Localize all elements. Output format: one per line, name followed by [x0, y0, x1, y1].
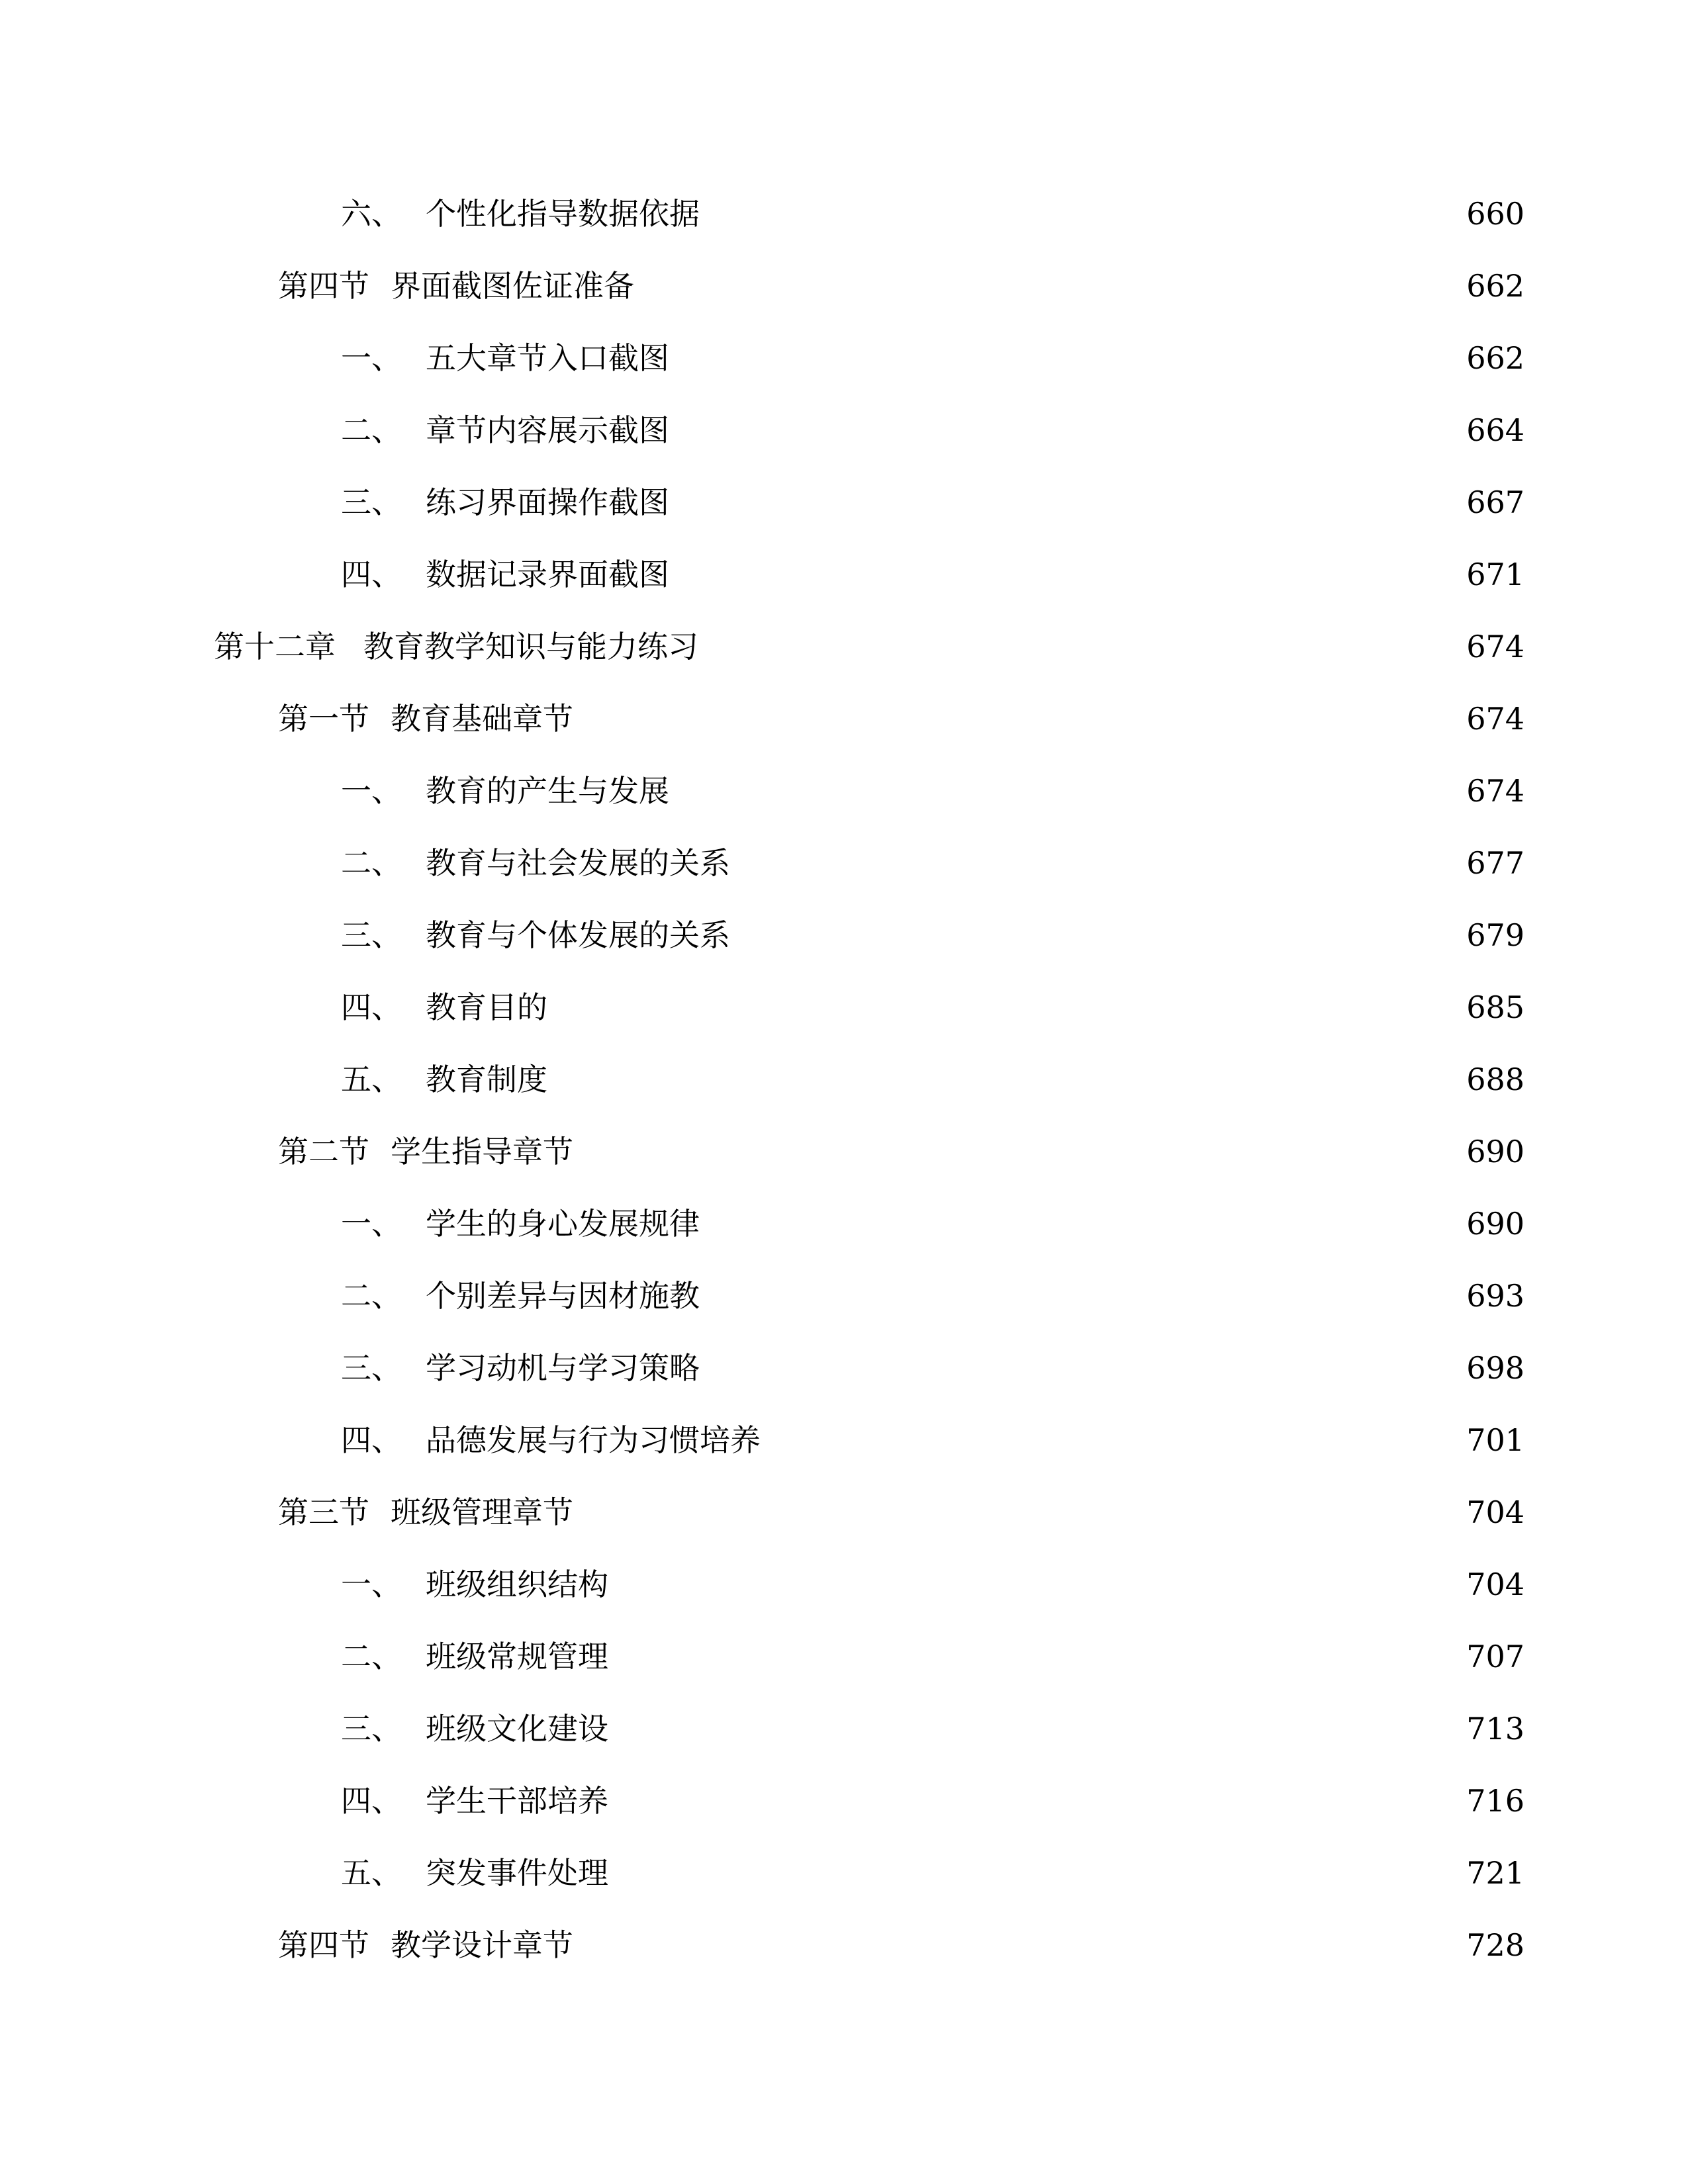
dot-leader	[677, 332, 1454, 385]
dot-leader	[555, 981, 1454, 1034]
toc-page-number: 677	[1466, 845, 1524, 881]
toc-item-number: 二、	[341, 1278, 402, 1314]
toc-item-title: 练习界面操作截图	[426, 484, 669, 520]
toc-section-title: 界面截图佐证准备	[391, 268, 634, 304]
toc-section-entry[interactable]	[278, 1919, 1524, 1972]
dot-leader	[616, 1702, 1454, 1755]
toc-item-entry[interactable]	[341, 476, 1524, 529]
toc-page-number: 704	[1466, 1494, 1524, 1530]
toc-section-title: 班级管理章节	[391, 1494, 573, 1530]
toc-item-title: 班级文化建设	[426, 1711, 608, 1747]
toc-page-number: 679	[1466, 917, 1524, 953]
toc-item-title: 品德发展与行为习惯培养	[426, 1422, 761, 1458]
dot-leader	[738, 909, 1454, 962]
toc-item-title: 个性化指导数据依据	[426, 196, 700, 232]
toc-item-number: 一、	[341, 340, 402, 376]
toc-item-entry[interactable]	[341, 909, 1524, 962]
toc-page-number: 674	[1466, 701, 1524, 737]
dot-leader	[616, 1558, 1454, 1611]
toc-item-number: 一、	[341, 1567, 402, 1602]
toc-page-number: 701	[1466, 1422, 1524, 1458]
toc-page-number: 671	[1466, 557, 1524, 592]
toc-item-entry[interactable]	[341, 1197, 1524, 1250]
dot-leader	[581, 692, 1454, 745]
dot-leader	[677, 764, 1454, 817]
toc-item-number: 三、	[341, 917, 402, 953]
toc-item-number: 四、	[341, 557, 402, 592]
toc-section-entry[interactable]	[278, 692, 1524, 745]
dot-leader	[642, 259, 1454, 312]
toc-section-entry[interactable]	[278, 1486, 1524, 1539]
toc-item-title: 个别差异与因材施教	[426, 1278, 700, 1314]
toc-page-number: 698	[1466, 1350, 1524, 1386]
toc-page-number: 704	[1466, 1567, 1524, 1602]
toc-page-number: 660	[1466, 196, 1524, 232]
toc-item-number: 三、	[341, 1711, 402, 1747]
toc-page-number: 693	[1466, 1278, 1524, 1314]
toc-page-number: 690	[1466, 1206, 1524, 1242]
toc-page-number: 674	[1466, 629, 1524, 664]
toc-item-entry[interactable]	[341, 1558, 1524, 1611]
toc-item-title: 教育制度	[426, 1062, 547, 1097]
toc-item-entry[interactable]	[341, 1630, 1524, 1683]
toc-chapter-entry[interactable]	[214, 620, 1524, 673]
dot-leader	[677, 548, 1454, 601]
toc-item-title: 教育与个体发展的关系	[426, 917, 730, 953]
toc-item-number: 一、	[341, 1206, 402, 1242]
toc-item-number: 六、	[341, 196, 402, 232]
toc-section-entry[interactable]	[278, 259, 1524, 312]
toc-item-title: 教育与社会发展的关系	[426, 845, 730, 881]
toc-item-entry[interactable]	[341, 764, 1524, 817]
toc-item-title: 五大章节入口截图	[426, 340, 669, 376]
toc-item-title: 教育目的	[426, 989, 547, 1025]
toc-item-entry[interactable]	[341, 404, 1524, 457]
toc-item-title: 数据记录界面截图	[426, 557, 669, 592]
dot-leader	[677, 404, 1454, 457]
toc-item-title: 班级组织结构	[426, 1567, 608, 1602]
toc-item-title: 班级常规管理	[426, 1639, 608, 1674]
dot-leader	[708, 1269, 1454, 1322]
toc-page-number: 685	[1466, 989, 1524, 1025]
dot-leader	[581, 1486, 1454, 1539]
toc-item-entry[interactable]	[341, 1846, 1524, 1899]
toc-section-number: 第四节	[278, 268, 369, 304]
toc-page-number: 674	[1466, 773, 1524, 809]
toc-section-number: 第二节	[278, 1134, 369, 1169]
toc-item-entry[interactable]	[341, 837, 1524, 889]
toc-page-number: 690	[1466, 1134, 1524, 1169]
toc-page-number: 716	[1466, 1783, 1524, 1819]
toc-page-number: 688	[1466, 1062, 1524, 1097]
toc-item-title: 突发事件处理	[426, 1855, 608, 1891]
toc-section-number: 第四节	[278, 1927, 369, 1963]
dot-leader	[708, 187, 1454, 240]
toc-item-entry[interactable]	[341, 1414, 1524, 1467]
toc-item-number: 四、	[341, 1783, 402, 1819]
toc-item-number: 二、	[341, 845, 402, 881]
toc-page-number: 707	[1466, 1639, 1524, 1674]
dot-leader	[708, 1342, 1454, 1394]
toc-page-number: 662	[1466, 340, 1524, 376]
toc-item-number: 四、	[341, 1422, 402, 1458]
toc-item-entry[interactable]	[341, 187, 1524, 240]
toc-section-title: 教育基础章节	[391, 701, 573, 737]
toc-chapter-number: 第十二章	[214, 629, 336, 664]
toc-section-title: 教学设计章节	[391, 1927, 573, 1963]
dot-leader	[769, 1414, 1454, 1467]
toc-section-number: 第一节	[278, 701, 369, 737]
toc-item-number: 一、	[341, 773, 402, 809]
dot-leader	[677, 476, 1454, 529]
toc-item-title: 学习动机与学习策略	[426, 1350, 700, 1386]
dot-leader	[555, 1053, 1454, 1106]
toc-item-entry[interactable]	[341, 1702, 1524, 1755]
toc-item-number: 四、	[341, 989, 402, 1025]
toc-item-number: 五、	[341, 1062, 402, 1097]
toc-page-number: 728	[1466, 1927, 1524, 1963]
dot-leader	[616, 1630, 1454, 1683]
dot-leader	[581, 1919, 1454, 1972]
dot-leader	[706, 620, 1454, 673]
dot-leader	[616, 1846, 1454, 1899]
toc-section-entry[interactable]	[278, 1125, 1524, 1178]
toc-item-number: 三、	[341, 484, 402, 520]
toc-item-number: 二、	[341, 412, 402, 448]
toc-item-title: 章节内容展示截图	[426, 412, 669, 448]
toc-page-number: 713	[1466, 1711, 1524, 1747]
toc-page-number: 721	[1466, 1855, 1524, 1891]
toc-item-title: 学生干部培养	[426, 1783, 608, 1819]
dot-leader	[738, 837, 1454, 889]
toc-section-number: 第三节	[278, 1494, 369, 1530]
toc-item-number: 五、	[341, 1855, 402, 1891]
toc-item-entry[interactable]	[341, 548, 1524, 601]
toc-item-title: 教育的产生与发展	[426, 773, 669, 809]
dot-leader	[581, 1125, 1454, 1178]
dot-leader	[708, 1197, 1454, 1250]
dot-leader	[616, 1774, 1454, 1827]
toc-page-number: 664	[1466, 412, 1524, 448]
toc-section-title: 学生指导章节	[391, 1134, 573, 1169]
toc-item-number: 三、	[341, 1350, 402, 1386]
toc-item-entry[interactable]	[341, 1342, 1524, 1394]
toc-item-entry[interactable]	[341, 1053, 1524, 1106]
toc-item-entry[interactable]	[341, 332, 1524, 385]
toc-page-number: 667	[1466, 484, 1524, 520]
toc-item-number: 二、	[341, 1639, 402, 1674]
toc-page-number: 662	[1466, 268, 1524, 304]
toc-chapter-title: 教育教学知识与能力练习	[363, 629, 698, 664]
toc-item-title: 学生的身心发展规律	[426, 1206, 700, 1242]
toc-item-entry[interactable]	[341, 1774, 1524, 1827]
toc-item-entry[interactable]	[341, 981, 1524, 1034]
toc-item-entry[interactable]	[341, 1269, 1524, 1322]
